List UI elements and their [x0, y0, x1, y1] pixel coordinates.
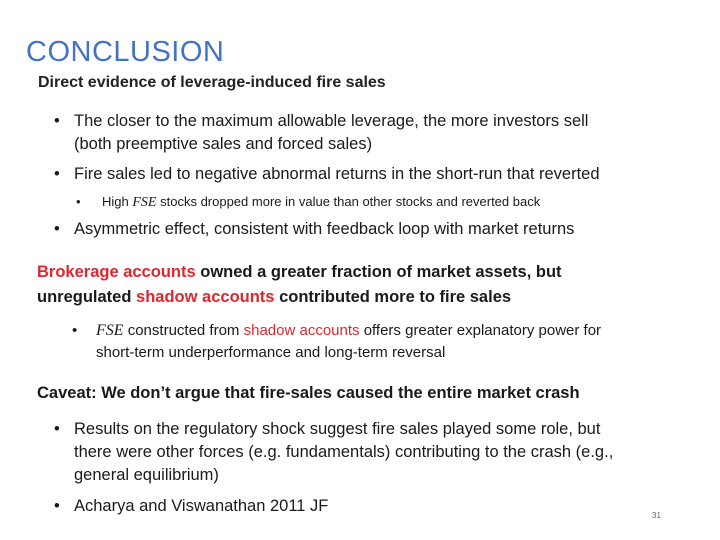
sub-bullet-text [102, 193, 540, 212]
section1-heading: Direct evidence of leverage-induced fire sales [38, 74, 386, 91]
fse-math: FSE [132, 195, 157, 210]
bullet-dot: • [54, 220, 60, 238]
bullet-text: Results on the regulatory shock suggest fire sales played some role, but [74, 420, 601, 438]
brokerage-accounts-highlight: Brokerage accounts [37, 263, 196, 281]
bullet-dot: • [54, 112, 60, 130]
bullet-text-cont: (both preemptive sales and forced sales) [74, 135, 373, 153]
caveat-heading: Caveat: We don’t argue that fire-sales caused the entire market crash [37, 384, 580, 402]
sub-text1: constructed from [127, 322, 240, 339]
shadow-accounts-highlight: shadow accounts [243, 322, 360, 339]
bullet-text: The closer to the maximum allowable leverage, the more investors sell [74, 112, 589, 130]
section2-line1-rest: owned a greater fraction of market assets, but [200, 263, 562, 281]
bullet-dot: • [54, 420, 60, 438]
bullet-text: Asymmetric effect, consistent with feedback loop with market returns [74, 220, 575, 238]
section1-heading-clipped [38, 70, 458, 92]
bullet-text-cont: general equilibrium) [74, 466, 219, 484]
fse-math: FSE [96, 322, 124, 339]
bullet-text [96, 320, 601, 342]
sub-suffix: stocks dropped more in value than other stocks and reverted back [160, 194, 541, 209]
shadow-accounts-highlight: shadow accounts [136, 288, 275, 306]
section2-line2 [37, 285, 511, 309]
bullet-dot: • [54, 165, 60, 183]
bullet-text: Acharya and Viswanathan 2011 JF [74, 497, 329, 515]
bullet-text: Fire sales led to negative abnormal returns in the short-run that reverted [74, 165, 600, 183]
section2-line2-pre: unregulated [37, 288, 132, 306]
bullet-text-cont: there were other forces (e.g. fundamentals) contributing to the crash (e.g., [74, 443, 614, 461]
section2-line2-post: contributed more to fire sales [279, 288, 512, 306]
bullet-dot: • [72, 322, 78, 339]
sub-bullet-dot: • [76, 194, 81, 209]
slide-title: CONCLUSION [26, 36, 225, 68]
section2-line1 [37, 260, 562, 284]
page-number: 31 [652, 511, 661, 520]
bullet-dot: • [54, 497, 60, 515]
bullet-text-cont: short-term underperformance and long-term reversal [96, 344, 446, 361]
sub-text2: offers greater explanatory power for [363, 322, 602, 339]
sub-prefix: High [102, 194, 129, 209]
